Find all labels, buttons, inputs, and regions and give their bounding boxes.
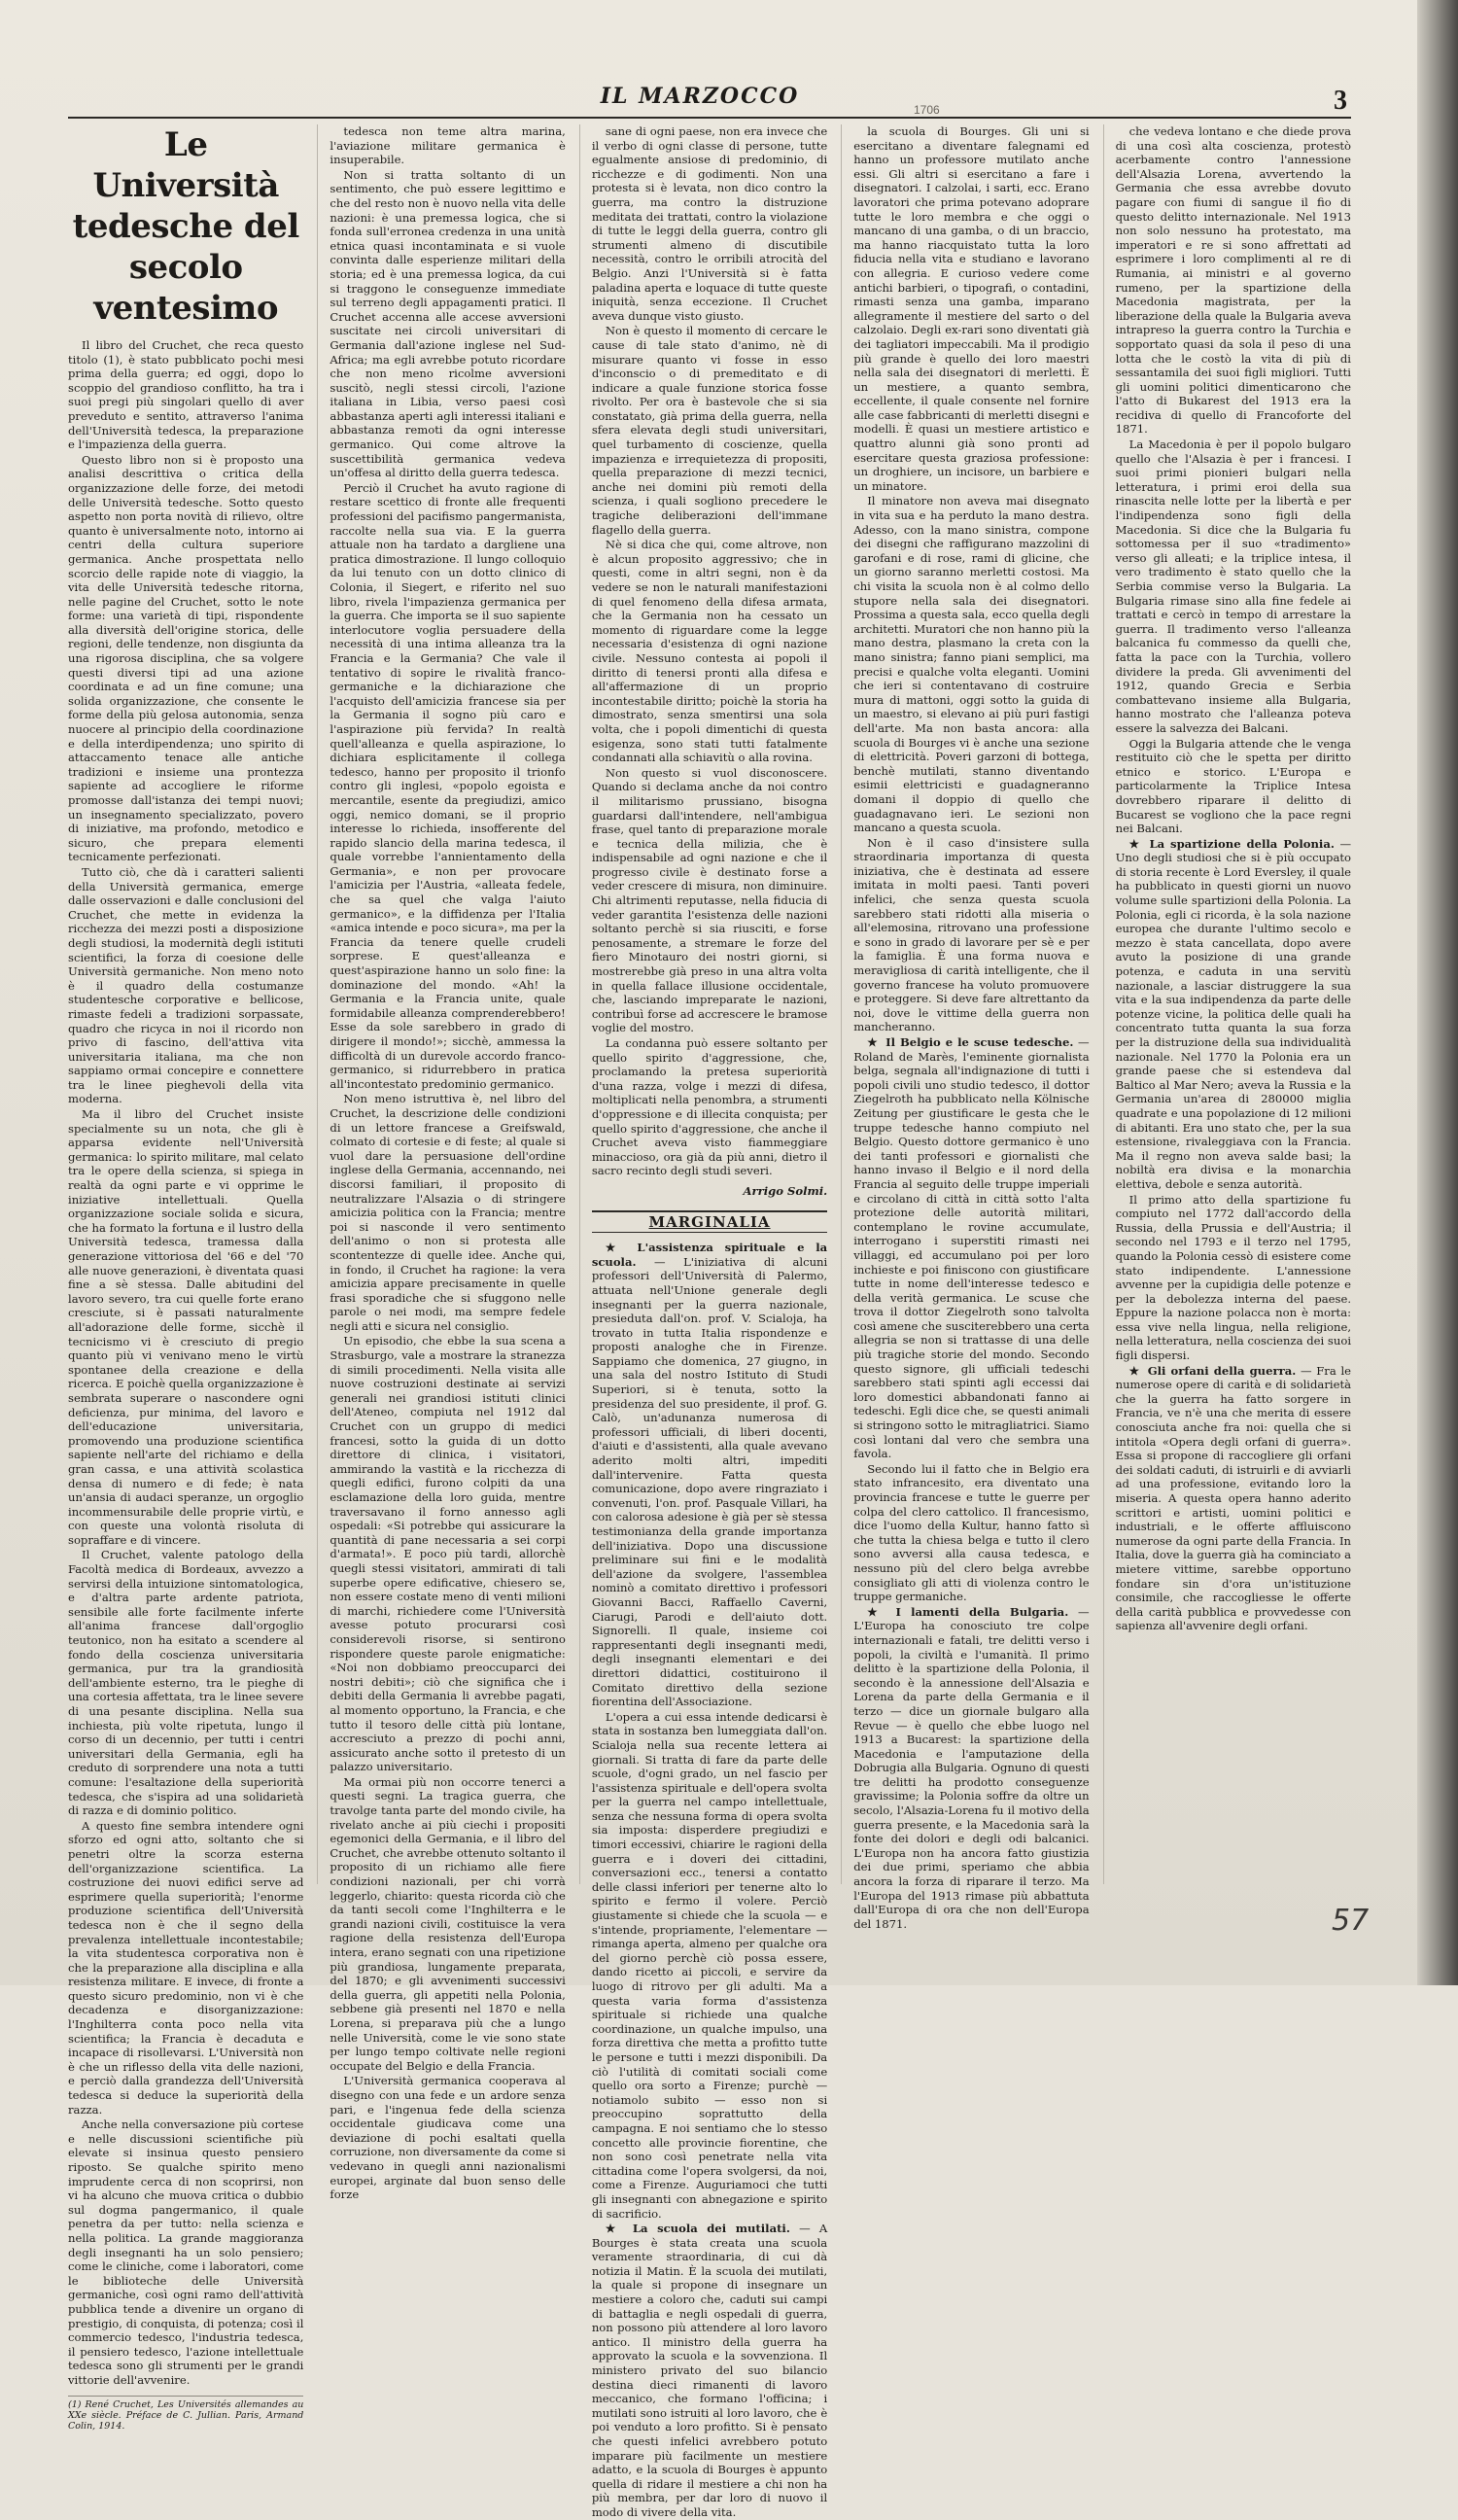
paragraph: Secondo lui il fatto che in Belgio era stato infrancesito, era diventato una provincia francese e tutte le guerre per colpa del clero cattolico. Il francesismo, dice l'uomo della Kultur, hanno fatto sì che tutta la chiesa belga e tutto il clero sono avversi alla causa tedesca, e nessuno più del clero belga avrebbe consigliato gli atti di violenza contro le truppe germaniche.	[853, 1461, 1090, 1604]
paragraph: La condanna può essere soltanto per quello spirito d'aggressione, che, proclamando la pretesa superiorità d'una razza, volge i mezzi di difesa, moltiplicati nella penombra, a strumenti d'oppressione e di illecita conquista; per quello spirito d'aggressione, che anche il Cruchet aveva visto fiammeggiare minaccioso, ora già da più anni, dietro il sacro recinto degli studi severi.	[591, 1036, 828, 1178]
paragraph: tedesca non teme altra marina, l'aviazione militare germanica è insuperabile.	[330, 124, 566, 167]
marginalia-item	[853, 1605, 1089, 1932]
marginalia-item	[1116, 837, 1351, 1192]
author-signature: Arrigo Solmi.	[743, 1183, 828, 1198]
section-title: MARGINALIA	[648, 1212, 771, 1231]
item-body: — Roland de Marès, l'eminente giornalista belga, segnala all'indignazione di tutti i popoli civili uno studio tedesco, il dottor Ziegelroth ha pubblicato nella Kölnische Zeitung per giustificare le gesta che le truppe tedesche hanno compiuto nel Belgio. Questo dottore germanico è uno dei tanti professori e giornalisti che hanno invaso il Belgio e il nord della Francia al seguito delle truppe imperiali e circolano di città in città sotto l'alta protezione delle autorità militari, contemplano le rovine accumulate, interrogano i superstiti rimasti nei villaggi, ed accumulano poi per loro inchieste e poi finiscono con giustificare tutte in nome dell'interesse tedesco e della verità germanica. Le scuse che trova il dottor Ziegelroth sono talvolta così amene che susciterebbero una certa allegria se non si trattasse di una delle più tragiche storie del mondo. Secondo questo signore, gli ufficiali tedeschi sarebbero stati spinti agli eccessi dai loro domestici abbandonati fanno ai tedeschi. Egli dice che, se questi animali si stringono sotto le mitragliatrici. Siamo così lontani dal vero che sembra una favola.	[853, 1035, 1090, 1461]
scan-edge	[1417, 0, 1458, 1985]
paragraph: La Macedonia è per il popolo bulgaro quello che l'Alsazia è per i francesi. I suoi primi pionieri bulgari nella letteratura, i primi eroi della sua rinascita nelle lotte per la libertà e per l'indipendenza sono figli della Macedonia. Si dice che la Bulgaria fu sottomessa per il suo «tradimento» verso gli alleati; e la triplice intesa, il vero tradimento è stato quello che la Serbia commise verso la Bulgaria. La Bulgaria rimase sino alla fine fedele ai trattati e cercò in tempo di arrestare la guerra. Il tradimento verso l'alleanza balcanica fu commesso da quelli che, fatta la pace con la Turchia, vollero dividere la preda. Gli avvenimenti del 1912, quando Grecia e Serbia combattevano insieme alla Bulgaria, hanno mostrato che l'alleanza poteva essere la salvezza dei Balcani.	[1115, 438, 1352, 735]
paragraph: Non è questo il momento di cercare le cause di tale stato d'animo, nè di misurare quanto vi fosse in esso d'inconscio o di premeditato e di indicare a quale funzione storica fosse rivolto. Per ora è bastevole che si sia constatato, già prima della guerra, nella sfera elevata degli studi universitari, quel turbamento di coscienze, quella impazienza e irrequietezza di propositi, quella preparazione di mezzi tecnici, anche nei domini più remoti della scienza, i quali sogliono precedere le tragiche deliberazioni dell'immane flagello della guerra.	[591, 324, 828, 537]
paragraph: Non questo si vuol disconoscere. Quando si declama anche da noi contro il militarismo prussiano, bisogna guardarsi dall'intendere, nell'ambigua frase, quel tanto di preparazione morale e tecnica della milizia, che è indispensabile ad ogni nazione e che il progresso civile è destinato forse a veder crescere di misura, non diminuire. Chi altrimenti reputasse, nella fiducia di veder garantita l'esistenza delle nazioni soltanto perchè si sia riusciti, e forse penosamente, a stremare le forze del fiero Minotauro dei nostri giorni, si mostrerebbe già preso in una altra volta in quella fallace illusione occidentale, che, lasciando impreparate le nazioni, contribuì forse ad accrescere le bramose voglie del mostro.	[591, 765, 828, 1035]
paragraph: Ma il libro del Cruchet insiste specialmente su un nota, che gli è apparsa evidente nell'Università germanica: lo spirito militare, mal celato tra le opere della scienza, si spiega in realtà da ogni parte e vi opprime le iniziative intellettuali. Quella organizzazione sociale solida e sicura, che ha formato la fortuna e il lustro della Università tedesca, tramessa dalla generazione vittoriosa del '66 e del '70 alle nuove generazioni, è diventata quasi fine a sè stessa. Dalle abitudini del lavoro severo, tra cui quelle forte erano cresciute, si è passati naturalmente all'adorazione delle forme, sicchè il tecnicismo vi è cresciuto di pregio quanto più vi venivano meno le virtù spontanee della creazione e della ricerca. E poichè quella organizzazione è sembrata superare o nascondere ogni deficienza, pur minima, del lavoro e dell'educazione universitaria, promovendo una produzione scientifica sapiente nell'arte del richiamo e della gran cassa, e una attività scolastica densa di numero e di fede; è nata un'ansia di audaci speranze, un orgoglio incommensurabile delle proprie virtù, e con queste una volontà risoluta di sopraffare e di vincere.	[68, 1107, 304, 1547]
item-body: — Fra le numerose opere di carità e di solidarietà che la guerra ha fatto sorgere in Francia, ve n'è una che merita di essere conosciuta anche fra noi: quella che si intitola «Opera degli orfani di guerra». Essa si propone di raccogliere gli orfani dei soldati caduti, di istruirli e di avviarli ad una professione, evitando loro la miseria. A questa opera hanno aderito scrittori e artisti, uomini politici e industriali, e le offerte affluiscono numerose da ogni parte della Francia. In Italia, dove la guerra già ha cominciato a mietere vittime, sarebbe opportuno fondare sin d'ora un'istituzione consimile, che raccogliesse le offerte della carità pubblica e provvedesse con sapienza all'avvenire degli orfani.	[1115, 1363, 1352, 1633]
paragraph: Il minatore non aveva mai disegnato in vita sua e ha perduto la mano destra. Adesso, con la mano sinistra, compone dei disegni che raffigurano mazzolini di garofani e di rose, rami di glicine, che un giorno saranno merletti costosi. Ma chi visita la scuola non è al colmo dello stupore nella sala dei disegnatori. Prossima a questa sala, ecco quella degli architetti. Muratori che non hanno più la mano destra, plasmano la creta con la mano sinistra; fanno piani semplici, ma precisi e qualche volta eleganti. Uomini che ieri si contentavano di costruire mura di mattoni, oggi sotto la guida di un maestro, si elevano ai più puri fastigi dell'arte. Ma non basta ancora: alla scuola di Bourges vi è anche una sezione di elettricità. Poveri garzoni di bottega, benchè mutilati, stanno diventando esimii elettricisti e guadagneranno domani il doppio di quello che guadagnavano ieri. Le sezioni non mancano a questa scuola.	[853, 494, 1090, 835]
paragraph: L'opera a cui essa intende dedicarsi è stata in sostanza ben lumeggiata dall'on. Scialoja nella sua recente lettera ai giornali. Si tratta di fare da parte delle scuole, d'ogni grado, un nel fascio per l'assistenza spirituale e dell'opera svolta per la guerra nel campo intellettuale, senza che nessuna forma di opera svolta sia imposta: disperdere pregiudizi e timori eccessivi, chiarire le ragioni della guerra e i doveri dei cittadini, conversazioni ecc., tenersi a contatto delle classi inferiori per tenerne alto lo spirito e fermo il volere. Perciò giustamente si chiede che la scuola — e s'intende, propriamente, l'elementare — rimanga aperta, almeno per qualche ora del giorno perchè ciò possa essere, dando ricetto ai piccoli, e servire da luogo di ritrovo per gli adulti. Ma a questa varia forma d'assistenza spirituale si richiede una qualche coordinazione, un qualche impulso, una forza direttiva che metta a profitto tutte le persone e tutti i mezzi disponibili. Da ciò l'utilità di comitati sociali come quello ora sorto a Firenze; purchè — notiamolo subito — esso non si preoccupino soprattutto della campagna. E noi sentiamo che lo stesso concetto alle provincie fiorentine, che non sono così penetrate nella vita cittadina come l'opera svolgersi, da noi, come a Firenze. Auguriamoci che tutti gli insegnanti con abnegazione e spirito di sacrificio.	[591, 1709, 828, 2221]
paragraph: A questo fine sembra intendere ogni sforzo ed ogni atto, soltanto che si penetri oltre la scorza esterna dell'organizzazione scientifica. La costruzione dei nuovi edifici serve ad esprimere quella superiorità; l'enorme produzione scientifica dell'Università tedesca non è che il segno della prevalenza intellettuale incontestabile; la vita studentesca corporativa non è che la preparazione alla disciplina e alla resistenza militare. E invece, di fronte a questo sicuro predominio, non vi è che decadenza e disorganizzazione: l'Inghilterra conta poco nella vita scientifica; la Francia è decaduta e incapace di risollevarsi. L'Università non è che un riflesso della vita delle nazioni, e perciò dalla grandezza dell'Università tedesca si deduce la superiorità della razza.	[68, 1818, 304, 2117]
item-body: — Uno degli studiosi che si è più occupato di storia recente è Lord Eversley, il quale ha pubblicato in questi giorni un nuovo volume sulle spartizioni della Polonia. La Polonia, egli ci ricorda, è la sola nazione europea che durante l'ultimo secolo e mezzo è stata cancellata, dopo avere avuto la posizione di una grande potenza, e caduta in una servitù nazionale, a lasciar distruggere la sua vita e la sua indipendenza da parte delle potenze vicine, la politica delle quali ha concentrato tutta quanta la sua forza per la distruzione della sua individualità nazionale. Nel 1770 la Polonia era un grande paese che si estendeva dal Baltico al Mar Nero; aveva la Russia e la Germania un'area di 280000 miglia quadrate e una popolazione di 12 milioni di abitanti. Era uno stato che, per la sua estensione, rivaleggiava con la Francia. Ma il regno non aveva salde basi; la nobiltà era divisa e la monarchia elettiva, debole e senza autorità.	[1115, 836, 1352, 1191]
column-3	[579, 124, 828, 2519]
item-heading: I lamenti della Bulgaria.	[895, 1604, 1069, 1619]
footnote: (1) René Cruchet, Les Universités allemandes au XXe siècle. Préface de C. Jullian. Paris, Armand Colin, 1914.	[68, 2396, 303, 2432]
paragraph: Il primo atto della spartizione fu compiuto nel 1772 dall'accordo della Russia, della Prussia e dell'Austria; il secondo nel 1793 e il terzo nel 1795, quando la Polonia cessò di esistere come stato indipendente. L'annessione avvenne per la cupidigia delle potenze e per la debolezza interna del paese. Eppure la nazione polacca non è morta: essa vive nella lingua, nella religione, nella letteratura, nella coscienza dei suoi figli dispersi.	[1115, 1192, 1352, 1363]
paragraph: Un episodio, che ebbe la sua scena a Strasburgo, vale a mostrare la stranezza di simili procedimenti. Nella visita alle nuove costruzioni destinate ai servizi generali nei grandiosi istituti clinici dell'Ateneo, compiuta nel 1912 dal Cruchet con un gruppo di medici francesi, sotto la guida di un dotto direttore di clinica, i visitatori, ammirando la vastità e la ricchezza di quegli edifici, furono colpiti da una esclamazione della loro guida, mentre traversavano il forno annesso agli ospedali: «Si potrebbe qui assicurare la quantità di pane necessaria a sei corpi d'armata!». E poco più tardi, allorchè quegli stessi visitatori, ammirati di tali superbe opere edificative, chiesero se, non essere costate meno di venti milioni di marchi, richiedere come l'Università avesse potuto procurarsi così considerevoli risorse, si sentirono rispondere queste parole enigmatiche: «Noi non dobbiamo preoccuparci dei nostri debiti»; ciò che significa che i debiti della Germania li avrebbe pagati, al momento opportuno, la Francia, e che tutto il tesoro delle città più lontane, accresciuto a prezzo di pochi anni, assicurato anche sotto il pretesto di un palazzo universitario.	[330, 1334, 566, 1774]
marginalia-item	[592, 1241, 827, 1709]
star-icon: ★	[867, 1035, 879, 1049]
paragraph: Perciò il Cruchet ha avuto ragione di restare scettico di fronte alle frequenti professioni del pacifismo pangermanista, raccolte nella sua via. E la guerra attuale non ha tardato a dargliene una pratica dimostrazione. Il lungo colloquio da lui tenuto con un dotto clinico di Colonia, il Siegert, e riferito nel suo libro, rivela l'impazienza germanica per la guerra. Che importa se il suo sapiente interlocutore voglia persuadere della necessità di una intima alleanza tra la Francia e la Germania? Che vale il tentativo di sopire le rivalità franco-germaniche e la dichiarazione che l'acquisto dell'amicizia francese sia per la Germania il sogno più caro e l'aspirazione più fervida? In realtà quell'alleanza e quella aspirazione, lo dichiara esplicitamente il collega tedesco, hanno per proposito il trionfo contro gli inglesi, «popolo egoista e mercantile, esente da pregiudizi, amico oggi, nemico domani, se il proprio interesse lo richieda, insofferente del rapido slancio della marina tedesca, il quale vorrebbe l'annientamento della Germania», e non per provocare l'amicizia per l'Austria, «alleata fedele, che sa quel che valga l'aiuto germanico», e la diffidenza per l'Italia «amica intende e poco sicura», ma per la Francia da tenere quelle crudeli sorprese. E quest'alleanza e quest'aspirazione hanno un solo fine: la dominazione del mondo. «Ah! la Germania e la Francia unite, quale formidabile alleanza comprenderebbero! Esse da sole sarebbero in grado di dirigere il mondo!»; sicchè, ammessa la difficoltà di un durevole accordo franco-germanico, si ridurrebbero in pratica all'incontestato predominio germanico.	[330, 480, 566, 1091]
paragraph: che vedeva lontano e che diede prova di una così alta coscienza, protestò acerbamente contro l'annessione dell'Alsazia Lorena, avvertendo la Germania che essa avrebbe dovuto pagare con fiumi di sangue il fio di questo delitto internazionale. Nel 1913 non solo nessuno ha protestato, ma imperatori e re si sono affrettati ad esprimere i loro complimenti al re di Rumania, ai ministri e al governo rumeno, per la spartizione della Macedonia magistrata, per la liberazione della quale la Bulgaria aveva intrapreso la guerra contro la Turchia e sopportato quasi da sola il peso di una lotta che le costò la vita di più di sessantamila dei suoi figli migliori. Tutti gli uomini politici dimenticarono che l'atto di Bukarest del 1913 era la recidiva di quello di Francoforte del 1871.	[1115, 124, 1352, 437]
column-2	[317, 124, 566, 2202]
paragraph: L'Università germanica cooperava al disegno con una fede e un ardore senza pari, e l'ingenua fede della scienza occidentale giudicava come una deviazione di pochi esaltati quella corruzione, non diversamente da come si vedevano in quegli anni nazionalismi europei, arginate dal buon senso delle forze	[330, 2074, 566, 2202]
paragraph: Ma ormai più non occorre tenerci a questi segni. La tragica guerra, che travolge tanta parte del mondo civile, ha rivelato anche ai più ciechi i propositi egemonici della Germania, e il libro del Cruchet, che avrebbe ottenuto soltanto il proposito di un richiamo alle fiere condizioni nazionali, per chi vorrà leggerlo, chiarito: questa ricorda ciò che da tanti secoli come l'Inghilterra e le grandi nazioni civili, costituisce la vera ragione della resistenza dell'Europa intera, erano segnati con una ripetizione più grandiosa, lungamente preparata, del 1870; e gli avvenimenti successivi della guerra, gli appetiti nella Polonia, sebbene già presenti nel 1870 e nella Lorena, si preparava più che a lungo nelle Università, come le vie sono state per lungo tempo coltivate nelle regioni occupate del Belgio e della Francia.	[330, 1774, 566, 2073]
column-5	[1103, 124, 1351, 1884]
item-heading: L'assistenza spirituale e la scuola.	[591, 1241, 828, 1269]
paragraph: Il libro del Cruchet, che reca questo titolo (1), è stato pubblicato pochi mesi prima della guerra; ed oggi, dopo lo scoppio del grandioso conflitto, ha tra i suoi pregi più singolari quello di aver preveduto e sentito, attraverso l'anima dell'Università tedesca, la preparazione e l'impazienza della guerra.	[68, 338, 304, 452]
paragraph: la scuola di Bourges. Gli uni si esercitano a diventare falegnami ed hanno un professore mutilato anche essi. Gli altri si esercitano a fare i disegnatori. I calzolai, i sarti, ecc. Erano lavoratori che prima potevano adoprare tutte le loro membra e che oggi o mancano di una gamba, o di un braccio, ma hanno riacquistato tutta la loro fiducia nella vita e studiano e lavorano con allegria. E curioso vedere come antichi barbieri, o tipografi, o contadini, rimasti senza una gamba, imparano allegramente il mestiere del sarto o del calzolaio. Degli ex-rari sono diventati già dei tagliatori impeccabili. Ma il prodigio più grande è quello dei loro maestri nella sala dei disegnatori di merletti. È un mestiere, a quanto sembra, eccellente, il quale consente nel fornire alle case fabbricanti di merletti disegni e modelli. È quasi un mestiere artistico e quattro alunni già sono pronti ad esercitare questa graziosa professione: un droghiere, un incisore, un barbiere e un minatore.	[853, 124, 1090, 493]
paragraph: Nè si dica che qui, come altrove, non è alcun proposito aggressivo; che in questi, come in altri segni, non è da vedere se non le naturali manifestazioni di quel fenomeno della difesa armata, che la Germania non ha cessato un momento di riguardare come la legge necessaria d'esistenza di ogni nazione civile. Nessuno contesta ai popoli il diritto di tenersi pronti alla difesa e all'affermazione di un proprio incontestabile diritto; poichè la storia ha dimostrato, senza smentirsi una sola volta, che i popoli dimentichi di questa esigenza, sono stati tutti fatalmente condannati alla schiavitù o alla rovina.	[591, 538, 828, 765]
marginalia-item	[592, 2222, 827, 2519]
item-heading: La spartizione della Polonia.	[1149, 836, 1335, 851]
header-rule	[68, 117, 1351, 119]
paragraph: Non è il caso d'insistere sulla straordinaria importanza di questa iniziativa, che è destinata ad essere imitata in molti paesi. Tanti poveri infelici, che senza questa scuola sarebbero stati ridotti alla miseria o all'elemosina, ritrovano una professione e sono in grado di lavorare per sè e per la famiglia. È una forma nuova e meravigliosa di carità intelligente, che il governo francese ha voluto promuovere e proteggere. Si deve fare altrettanto da noi, dove le vittime della guerra non mancheranno.	[853, 835, 1090, 1034]
item-body: — L'Europa ha conosciuto tre colpe internazionali e fatali, tre delitti verso i popoli, la civiltà e l'umanità. Il primo delitto è la spartizione della Polonia, il secondo è la annessione dell'Alsazia e Lorena da parte della Germania e il terzo — dice un giornale bulgaro alla Revue — è quello che ebbe luogo nel 1913 a Bucarest: la spartizione della Macedonia e l'amputazione della Dobrugia alla Bulgaria. Ognuno di questi tre delitti ha prodotto conseguenze gravissime; la Polonia soffre da oltre un secolo, l'Alsazia-Lorena fu il motivo della guerra presente, e la Macedonia sarà la fonte dei dolori e degli odi balcanici. L'Europa non ha ancora fatto giustizia dei due primi, speriamo che abbia ancora la forza di riparare il terzo. Ma l'Europa del 1913 rimase più abbattuta dall'Europa di ora che non dell'Europa del 1871.	[853, 1604, 1090, 1931]
paragraph: Non si tratta soltanto di un sentimento, che può essere legittimo e che del resto non è nuovo nella vita delle nazioni: è una premessa logica, che si fonda sull'erronea credenza in una unità etnica quasi incontaminata e si vuole convinta dalle esperienze militari della storia; ed è una premessa logica, da cui si traggono le conseguenze immediate sul terreno degli appagamenti pratici. Il Cruchet accenna alle accese avversioni suscitate nei circoli universitari di Germania dall'azione inglese nel Sud-Africa; ma egli avrebbe potuto ricordare che non meno ricolme avversioni suscitò, negli stessi circoli, l'azione italiana in Libia, verso paesi così abbastanza aperti agli interessi italiani e abbastanza remoti da ogni interesse germanico. Qui come altrove la suscettibilità germanica vedeva un'offesa al diritto della guerra tedesca.	[330, 167, 566, 480]
marginalia-item	[1116, 1364, 1351, 1633]
star-icon: ★	[867, 1604, 884, 1619]
column-4	[841, 124, 1090, 1931]
star-icon: ★	[605, 2222, 621, 2236]
paragraph: Non meno istruttiva è, nel libro del Cruchet, la descrizione delle condizioni di un lettore francese a Greifswald, colmato di cortesie e di feste; al quale si vuol dare la persuasione dell'ordine inglese della Germania, accennando, nei discorsi familiari, il proposito di neutralizzare l'Alsazia o di stringere amicizia politica con la Francia; mentre poi si nasconde il vero sentimento dell'animo o non si protesta alle scontentezze di quelle idee. Anche qui, in fondo, il Cruchet ha ragione: la vera amicizia appare precisamente in quelle frasi sporadiche che si sfuggono nelle parole o nei modi, ma sempre fedele negli atti e sicura nel consiglio.	[330, 1092, 566, 1333]
item-heading: La scuola dei mutilati.	[632, 2222, 790, 2236]
paragraph: Anche nella conversazione più cortese e nelle discussioni scientifiche più elevate si insinua questo pensiero riposto. Se qualche spirito meno imprudente cerca di non scoprirsi, non vi ha alcuno che muova critica o dubbio sul dogma pangermanico, il quale penetra da per tutto: nella scienza e nella politica. La grande maggioranza degli insegnanti ha un solo pensiero; come le cliniche, come i laboratori, come le biblioteche delle Università germaniche, così ogni ramo dell'attività pubblica tende a divenire un organo di prestigio, di conquista, di potenza; così il commercio tedesco, l'industria tedesca, il pensiero tedesco, l'azione intellettuale tedesca sono gli strumenti per le grandi vittorie dell'avvenire.	[68, 2118, 304, 2387]
paragraph: Oggi la Bulgaria attende che le venga restituito ciò che le spetta per diritto etnico e storico. L'Europa e particolarmente la Triplice Intesa dovrebbero riparare il delitto di Bucarest se vogliono che la pace regni nei Balcani.	[1115, 736, 1352, 836]
handwritten-page-mark: 57	[1332, 1904, 1370, 1938]
column-1	[68, 124, 304, 2432]
paragraph: Il Cruchet, valente patologo della Facoltà medica di Bordeaux, avvezzo a servirsi della intuizione sintomatologica, e d'altra parte ardente patriota, sensibile alle forte facilmente inferte all'anima francese dall'orgoglio teutonico, non ha esitato a scendere al fondo della coscienza universitaria germanica, pur tra la grandiosità dell'ambiente esterno, tra le pieghe di una cortesia affettata, tra le linee severe di una pesante disciplina. Nella sua inchiesta, più volte ripetuta, lungo il corso di un decennio, per tutti i centri universitari della Germania, egli ha creduto di sorprendere una nota a tutti comune: l'esaltazione della superiorità tedesca, che s'ispira ad una solidarietà di razza e di dominio politico.	[68, 1548, 304, 1818]
item-heading: Gli orfani della guerra.	[1147, 1363, 1297, 1378]
page-number: 3	[1334, 86, 1347, 116]
item-body: — L'iniziativa di alcuni professori dell'Università di Palermo, attuata nell'Unione generale degli insegnanti per la guerra nazionale, presieduta dall'on. prof. V. Scialoja, ha trovato in tutta Italia rispondenze e proposti analoghe che in Firenze. Sappiamo che domenica, 27 giugno, in una sala del nostro Istituto di Studi Superiori, si è tenuta, sotto la presidenza del suo presidente, il prof. G. Calò, un'adunanza numerosa di professori ufficiali, di liberi docenti, d'aiuti e d'assistenti, alla quale avevano aderito molti altri, impediti dall'intervenire. Fatta questa comunicazione, dopo avere ringraziato i convenuti, l'on. prof. Pasquale Villari, ha con calorosa adesione è già per sè stessa testimonianza della grande importanza dell'iniziativa. Dopo una discussione preliminare sui fini e le modalità dell'azione da svolgere, l'assemblea nominò a comitato direttivo i professori Giovanni Bacci, Raffaello Caverni, Ciarugi, Parodi e dell'aiuto dott. Signorelli. Il quale, insieme coi rappresentanti degli insegnanti medi, degli insegnanti elementari e dei direttori didattici, costituirono il Comitato direttivo della sezione fiorentina dell'Associazione.	[591, 1254, 828, 1709]
article-title: Le Università tedesche del secolo ventesimo	[72, 125, 299, 328]
paragraph: Questo libro non si è proposto una analisi descrittiva o critica della organizzazione delle forze, dei metodi delle Università tedesche. Sotto questo aspetto non porta novità di rilievo, oltre quanto è universalmente noto, intorno ai centri della cultura superiore germanica. Anche prospettata nello scorcio delle rapide note di viaggio, la vita delle Università tedesche ritorna, nelle pagine del Cruchet, sotto le note forme: una varietà di tipi, rispondente alla diversità dell'origine storica, delle regioni, delle tendenze, non disgiunta da una rigorosa disciplina, che sa volgere questi diversi tipi ad una azione coordinata e ad un fine comune; una solida organizzazione, che consente le forme della più gelosa autonomia, senza nuocere al principio della coordinazione e della interdipendenza; uno spirito di attaccamento tenace alle antiche tradizioni e insieme una prontezza sapiente ad accogliere le riforme promosse dall'istanza dei tempi nuovi; un insegnamento specializzato, povero di iniziative, ma profondo, metodico e sicuro, che prepara elementi tecnicamente perfezionati.	[68, 452, 304, 864]
star-icon: ★	[1128, 1363, 1141, 1378]
marginalia-item	[853, 1035, 1089, 1461]
paragraph: sane di ogni paese, non era invece che il verbo di ogni classe di persone, tutte egualmente ansiose di predominio, di ricchezze e di godimenti. Non una protesta si è levata, non dico contro la guerra, ma contro la distruzione meditata dei trattati, contro la violazione di tutte le leggi della guerra, contro gli strumenti almeno di discutibile necessità, contro le orribili atrocità del Belgio. Anzi l'Università si è fatta paladina aperta e loquace di tutte queste iniquità, senza eccezione. Il Cruchet aveva dunque visto giusto.	[591, 124, 828, 323]
star-icon: ★	[1128, 836, 1141, 851]
star-icon: ★	[605, 1241, 623, 1255]
paragraph: Tutto ciò, che dà i caratteri salienti della Università germanica, emerge dalle osservazioni e dalle conclusioni del Cruchet, che mette in evidenza la ricchezza dei mezzi posti a disposizione degli studiosi, la modernità degli istituti scientifici, la forza di coesione delle Università germaniche. Non meno noto è il quadro della costumanze studentesche corporative e bellicose, rimaste fedeli a tradizioni sorpassate, quadro che ricyca in noi il ricordo non privo di fascino, dell'attiva vita universitaria italiana, ma che non sappiamo ormai concepire e connettere tra le linee pieghevoli della vita moderna.	[68, 864, 304, 1106]
item-body: — A Bourges è stata creata una scuola veramente straordinaria, di cui dà notizia il Matin. È la scuola dei mutilati, la quale si propone di insegnare un mestiere a coloro che, caduti sui campi di battaglia e negli ospedali di guerra, non possono più attendere al loro lavoro antico. Il ministro della guerra ha approvato la scuola e la sovvenziona. Il ministero privato del suo bilancio destina dieci rimanenti di lavoro meccanico, che formano l'officina; i mutilati sono istruiti al loro lavoro, che è poi venduto a loro profitto. Si è pensato che questi infelici avrebbero potuto imparare più facilmente un mestiere adatto, e la scuola di Bourges è appunto quella di ridare il mestiere a chi non ha più membra, per dar loro di nuovo il modo di vivere della vita.	[591, 2222, 828, 2519]
section-header	[592, 1210, 827, 1234]
masthead: IL MARZOCCO	[600, 84, 800, 109]
item-heading: Il Belgio e le scuse tedesche.	[885, 1035, 1074, 1049]
archive-stamp: 1706	[914, 103, 940, 117]
